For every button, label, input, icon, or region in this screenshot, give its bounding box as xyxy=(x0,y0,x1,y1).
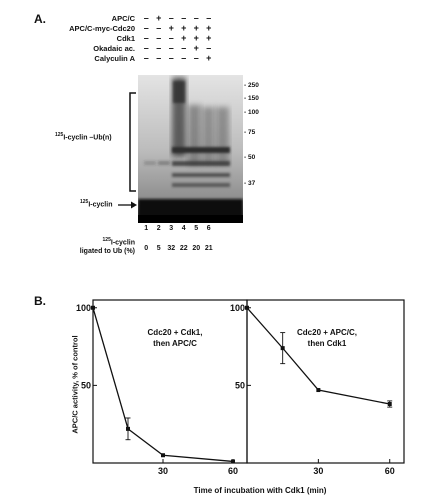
condition-sign: – xyxy=(143,33,149,43)
cyclin-label-isotope: 125 xyxy=(80,199,89,205)
condition-sign: – xyxy=(156,33,162,43)
mw-tick: - xyxy=(244,154,248,161)
condition-sign: – xyxy=(206,43,212,53)
mw-tick: - xyxy=(244,129,248,136)
condition-sign: + xyxy=(206,33,212,43)
ligated-value: 32 xyxy=(167,245,176,252)
condition-sign: + xyxy=(193,33,199,43)
ligated-value: 0 xyxy=(144,245,149,252)
mw-tick: - xyxy=(244,180,248,187)
panel-b-ylabel: APC/C activity, % of control xyxy=(70,335,80,434)
condition-sign: – xyxy=(143,53,149,63)
condition-sign: – xyxy=(156,23,162,33)
condition-sign: + xyxy=(181,33,187,43)
ligated-value: 21 xyxy=(204,245,213,252)
chart-title-line: Cdc20 + Cdk1, xyxy=(147,328,203,337)
lane-number: 5 xyxy=(194,225,199,232)
data-point xyxy=(161,453,165,457)
ub-label-text: I-cyclin –Ub(n) xyxy=(63,134,112,142)
chart-title-line: then APC/C xyxy=(153,339,197,348)
condition-sign: + xyxy=(168,23,174,33)
condition-sign: – xyxy=(143,23,149,33)
mw-marker-value: 250 xyxy=(247,82,259,89)
condition-sign: – xyxy=(181,53,187,63)
condition-sign: – xyxy=(206,13,212,23)
condition-sign: – xyxy=(168,53,174,63)
condition-sign: – xyxy=(143,13,149,23)
condition-label: Calyculin A xyxy=(94,54,135,63)
plot-frame xyxy=(93,300,247,463)
data-point xyxy=(91,306,95,310)
cyclin-label-text: I-cyclin xyxy=(88,201,113,209)
condition-sign: – xyxy=(193,53,199,63)
condition-sign: + xyxy=(156,13,162,23)
data-point xyxy=(316,388,320,392)
condition-sign: + xyxy=(206,53,212,63)
x-tick-label: 60 xyxy=(384,466,395,476)
panel-b-label: B. xyxy=(34,294,46,308)
condition-sign: – xyxy=(168,33,174,43)
x-tick-label: 60 xyxy=(227,466,239,476)
data-point xyxy=(231,459,235,463)
ligated-value: 22 xyxy=(179,245,188,252)
condition-label: Cdk1 xyxy=(116,34,135,43)
y-tick-label: 100 xyxy=(229,302,245,313)
data-point xyxy=(245,306,249,310)
chart-title-line: Cdc20 + APC/C, xyxy=(297,328,357,337)
lane-number: 3 xyxy=(169,225,174,232)
lane-number: 2 xyxy=(156,225,161,232)
ligated-label-line1-text: I-cyclin xyxy=(110,239,135,247)
condition-sign: – xyxy=(181,43,187,53)
condition-sign: – xyxy=(156,53,162,63)
y-tick-label: 100 xyxy=(75,302,91,313)
panel-b-xlabel: Time of incubation with Cdk1 (min) xyxy=(193,486,327,495)
condition-sign: – xyxy=(156,43,162,53)
mw-marker-value: 37 xyxy=(247,180,256,187)
condition-sign: + xyxy=(193,23,199,33)
lane-number: 1 xyxy=(144,225,149,232)
data-point xyxy=(281,346,285,350)
condition-sign: + xyxy=(193,43,199,53)
mw-tick: - xyxy=(244,109,248,116)
mw-marker-value: 150 xyxy=(247,95,259,102)
chart-title-line: then Cdk1 xyxy=(307,339,347,348)
mw-marker-value: 50 xyxy=(247,154,256,161)
condition-sign: – xyxy=(168,13,174,23)
mw-tick: - xyxy=(244,95,248,102)
condition-sign: + xyxy=(206,23,212,33)
data-point xyxy=(388,402,392,406)
data-point xyxy=(126,427,130,431)
lane-number: 6 xyxy=(206,225,211,232)
ligated-label-isotope: 125 xyxy=(102,237,111,243)
condition-label: APC/C-myc-Cdc20 xyxy=(69,24,135,33)
condition-label: Okadaic ac. xyxy=(93,44,135,53)
condition-sign: – xyxy=(181,13,187,23)
condition-sign: – xyxy=(193,13,199,23)
condition-sign: – xyxy=(168,43,174,53)
y-tick-label: 50 xyxy=(80,380,91,391)
ligated-value: 20 xyxy=(192,245,201,252)
y-tick-label: 50 xyxy=(234,380,245,391)
condition-label: APC/C xyxy=(111,14,135,23)
condition-sign: + xyxy=(181,23,187,33)
mw-marker-value: 100 xyxy=(247,109,259,116)
plot-frame xyxy=(247,300,404,463)
ligated-label-line2: ligated to Ub (%) xyxy=(79,248,135,256)
mw-marker-value: 75 xyxy=(247,129,256,136)
condition-sign: – xyxy=(143,43,149,53)
ub-label-isotope: 125 xyxy=(55,132,64,138)
lane-number: 4 xyxy=(181,225,186,232)
ligated-value: 5 xyxy=(156,245,161,252)
x-tick-label: 30 xyxy=(313,466,324,476)
x-tick-label: 30 xyxy=(157,466,169,476)
panel-a-label: A. xyxy=(34,12,46,26)
mw-tick: - xyxy=(244,82,248,89)
